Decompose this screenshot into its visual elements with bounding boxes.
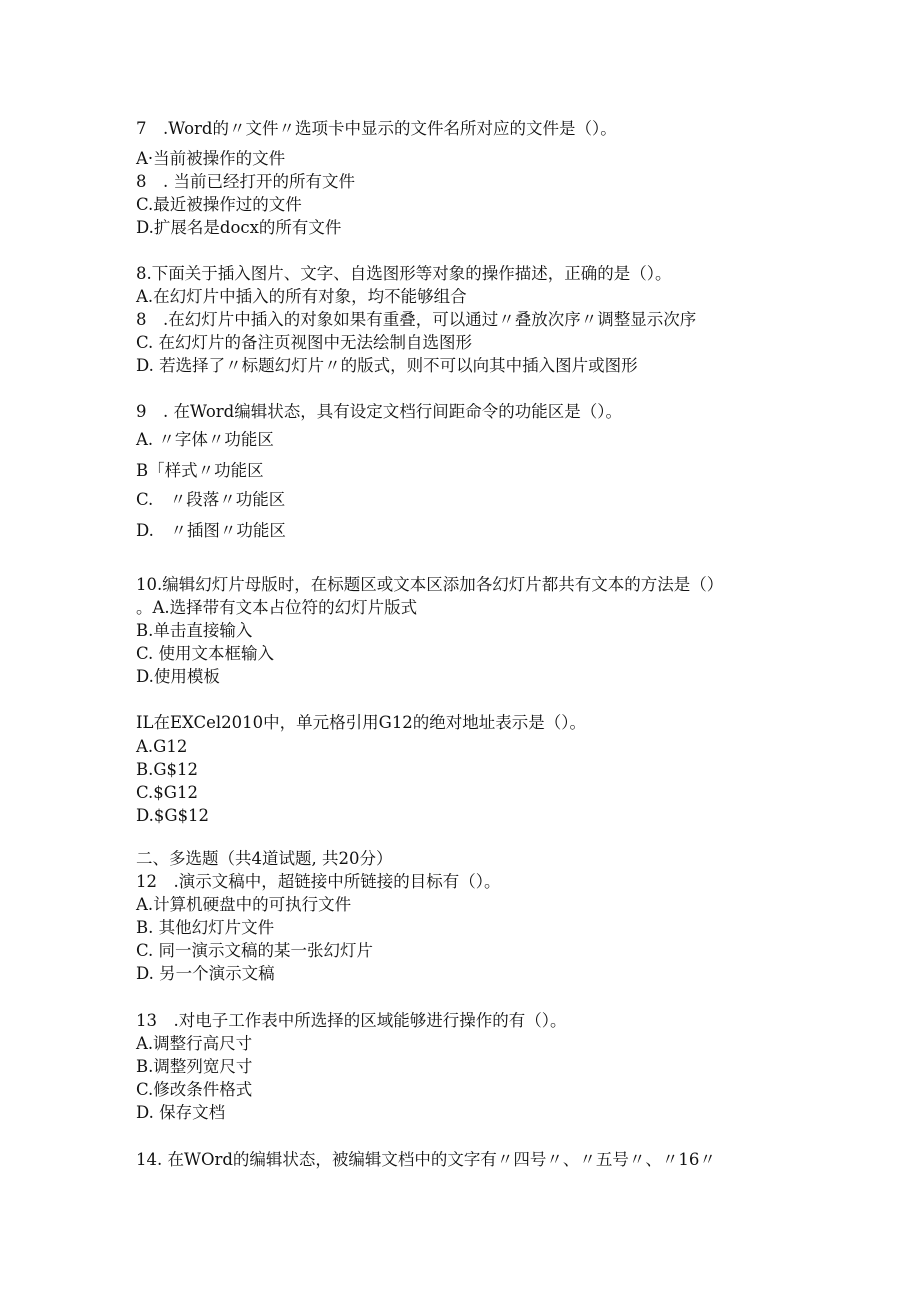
q13-option-a: A.调整行高尺寸 xyxy=(136,1034,253,1053)
q12-option-a: A.计算机硬盘中的可执行文件 xyxy=(136,895,352,914)
q10-option-a: 。A.选择带有文本占位符的幻灯片版式 xyxy=(136,598,418,617)
q12-option-b: B. 其他幻灯片文件 xyxy=(136,918,275,937)
q9-option-a: A. 〃字体〃功能区 xyxy=(136,430,274,449)
q8-option-c: C. 在幻灯片的备注页视图中无法绘制自选图形 xyxy=(136,333,473,352)
q11-option-d: D.$G$12 xyxy=(136,806,210,825)
q12-stem: 12 .演示文稿中，超链接中所链接的目标有（）。 xyxy=(136,872,501,891)
q10-option-c: C. 使用文本框输入 xyxy=(136,644,275,663)
q14-stem: 14. 在WOrd的编辑状态，被编辑文档中的文字有〃四号〃、〃五号〃、〃16〃 xyxy=(136,1150,716,1169)
q12-option-d: D. 另一个演示文稿 xyxy=(136,964,275,983)
q8-option-b: 8 .在幻灯片中插入的对象如果有重叠，可以通过〃叠放次序〃调整显示次序 xyxy=(136,310,697,329)
q11-option-a: A.G12 xyxy=(136,737,188,756)
q9-option-c: C. 〃段落〃功能区 xyxy=(136,490,286,509)
q7-option-a: A·当前被操作的文件 xyxy=(136,149,286,168)
q7-option-d: D.扩展名是docx的所有文件 xyxy=(136,218,342,237)
q8-option-a: A.在幻灯片中插入的所有对象，均不能够组合 xyxy=(136,287,467,306)
q8-option-d: D. 若选择了〃标题幻灯片〃的版式，则不可以向其中插入图片或图形 xyxy=(136,356,638,375)
q10-option-d: D.使用模板 xyxy=(136,667,220,686)
q11-option-c: C.$G12 xyxy=(136,783,198,802)
q7-option-c: C.最近被操作过的文件 xyxy=(136,195,302,214)
q12-option-c: C. 同一演示文稿的某一张幻灯片 xyxy=(136,941,374,960)
q13-option-b: B.调整列宽尺寸 xyxy=(136,1057,253,1076)
q11-option-b: B.G$12 xyxy=(136,760,199,779)
q10-option-b: B.单击直接输入 xyxy=(136,621,253,640)
q11-stem: IL在EXCel2010中，单元格引用G12的绝对地址表示是（）。 xyxy=(136,713,587,732)
q13-stem: 13 .对电子工作表中所选择的区域能够进行操作的有（）。 xyxy=(136,1011,567,1030)
q7-stem: 7 .Word的〃文件〃选项卡中显示的文件名所对应的文件是（）。 xyxy=(136,119,617,138)
q8-stem: 8.下面关于插入图片、文字、自选图形等对象的操作描述，正确的是（）。 xyxy=(136,264,672,283)
q9-option-d: D. 〃插图〃功能区 xyxy=(136,521,286,540)
q10-stem: 10.编辑幻灯片母版时，在标题区或文本区添加各幻灯片都共有文本的方法是（） xyxy=(136,575,724,594)
section-heading: 二、多选题（共4道试题, 共20分） xyxy=(136,849,393,868)
q13-option-c: C.修改条件格式 xyxy=(136,1080,253,1099)
q7-option-b: 8 . 当前已经打开的所有文件 xyxy=(136,172,355,191)
q9-stem: 9 . 在Word编辑状态，具有设定文档行间距命令的功能区是（）。 xyxy=(136,402,622,421)
q13-option-d: D. 保存文档 xyxy=(136,1103,226,1122)
q9-option-b: B「样式〃功能区 xyxy=(136,461,264,480)
